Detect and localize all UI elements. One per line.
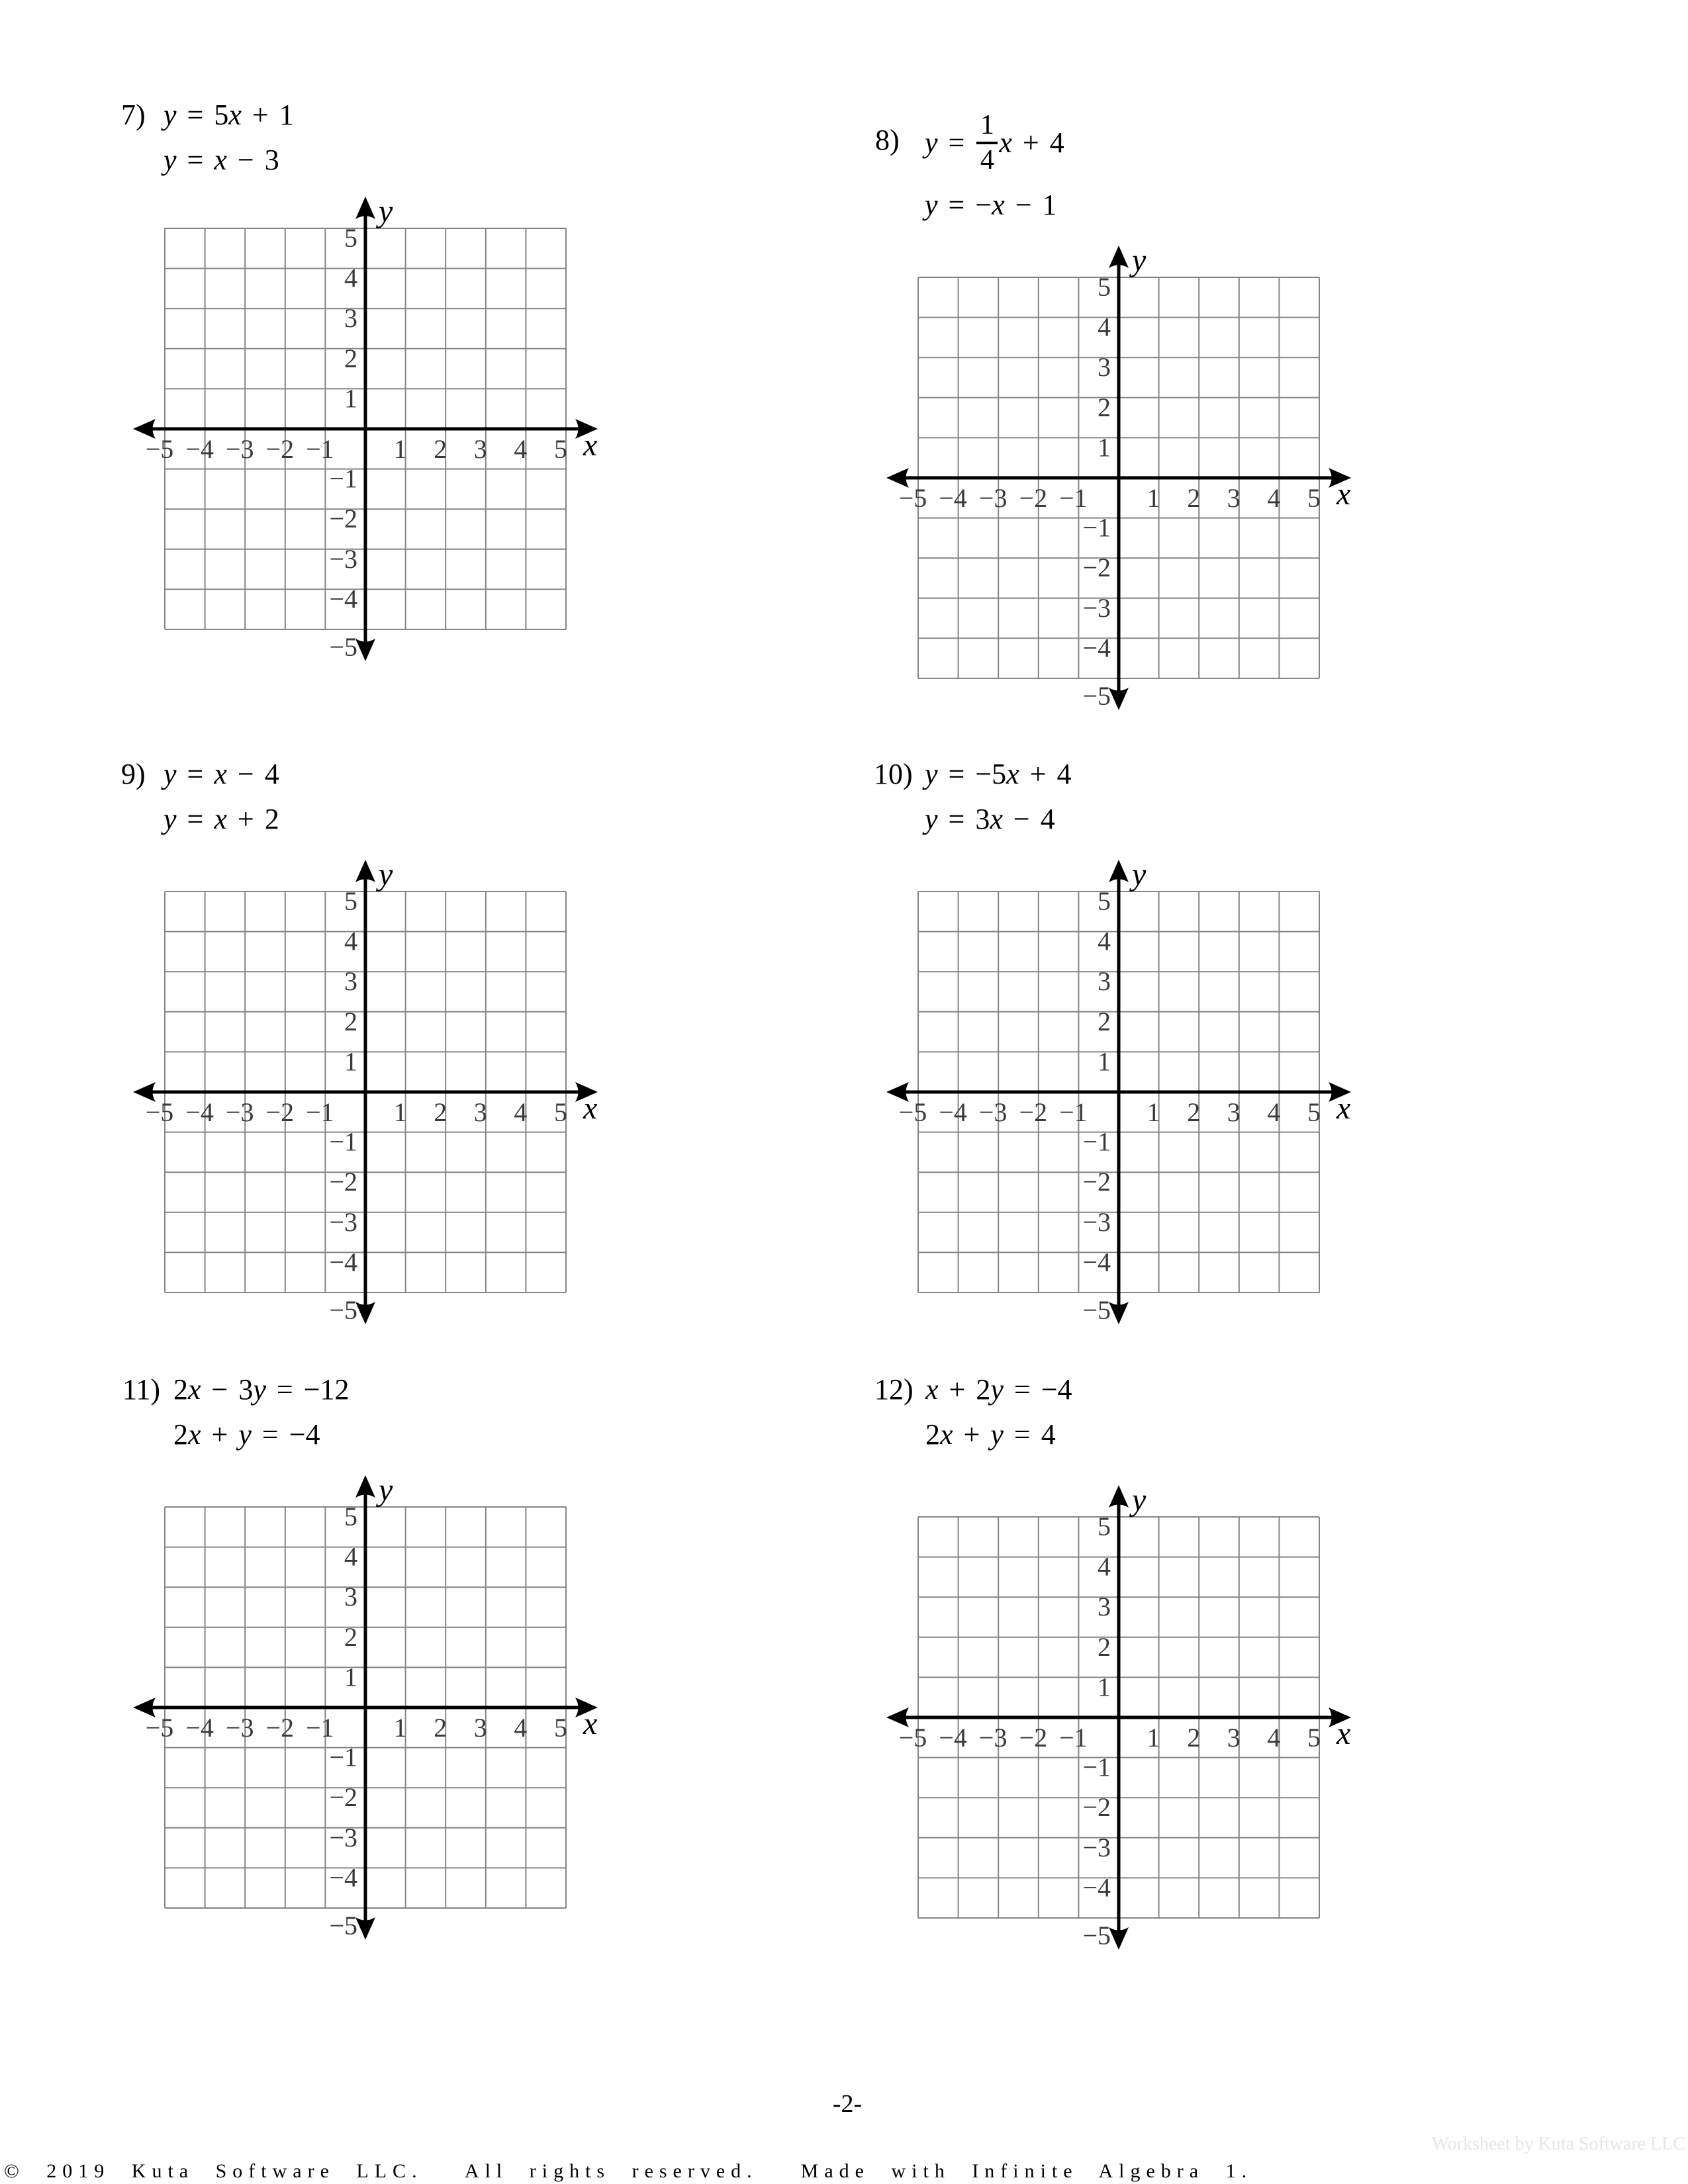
axis-arrowhead-icon xyxy=(1109,1485,1129,1508)
x-tick-label: 1 xyxy=(393,1713,407,1743)
y-tick-label: −1 xyxy=(1082,1752,1111,1782)
y-tick-label: 2 xyxy=(1098,392,1111,422)
y-tick-label: 5 xyxy=(1098,1512,1111,1541)
y-tick-label: 4 xyxy=(344,263,357,293)
y-tick-label: 1 xyxy=(344,1046,357,1077)
y-tick-label: −4 xyxy=(329,1862,357,1893)
equation-line: y = −5x + 4 xyxy=(925,758,1072,790)
y-tick-label: 3 xyxy=(1098,352,1111,383)
coordinate-grid xyxy=(101,827,630,1357)
equation-line: 2x + y = 4 xyxy=(925,1418,1056,1451)
axis-arrowhead-icon xyxy=(1109,860,1129,882)
y-axis-label: y xyxy=(379,1473,393,1508)
x-tick-label: −5 xyxy=(898,483,927,513)
x-tick-label: 2 xyxy=(434,1713,447,1743)
x-tick-label: −4 xyxy=(939,1723,967,1752)
x-tick-label: −3 xyxy=(978,483,1008,513)
equation-line: 2x + y = −4 xyxy=(173,1418,320,1451)
x-axis-label: x xyxy=(1336,1716,1351,1751)
axis-arrowhead-icon xyxy=(355,860,375,882)
x-tick-label: −1 xyxy=(306,434,334,464)
y-axis-label: y xyxy=(1132,857,1147,892)
x-tick-label: −5 xyxy=(898,1097,927,1127)
x-tick-label: 5 xyxy=(554,1713,567,1743)
y-tick-label: −4 xyxy=(1082,633,1111,663)
y-tick-label: −2 xyxy=(329,1782,357,1813)
y-tick-label: −5 xyxy=(1082,1921,1111,1950)
equation-line: y = x − 3 xyxy=(164,144,279,176)
x-tick-label: −1 xyxy=(1059,1097,1088,1127)
y-tick-label: 4 xyxy=(1098,312,1111,342)
y-tick-label: −4 xyxy=(329,584,357,614)
x-axis-label: x xyxy=(1336,1091,1351,1126)
y-tick-label: −2 xyxy=(1082,1167,1111,1197)
x-tick-label: 5 xyxy=(554,434,567,464)
y-tick-label: −3 xyxy=(1082,1206,1111,1237)
x-tick-label: −1 xyxy=(306,1097,334,1127)
y-tick-label: 5 xyxy=(344,1502,357,1531)
y-tick-label: −3 xyxy=(1082,592,1111,623)
y-tick-label: −3 xyxy=(329,543,357,574)
x-tick-label: 3 xyxy=(473,1713,487,1743)
axis-arrowhead-icon xyxy=(1109,246,1129,268)
axis-arrowhead-icon xyxy=(355,1917,375,1940)
watermark-text: Worksheet by Kuta Software LLC xyxy=(1431,2134,1685,2154)
x-axis-label: x xyxy=(1336,477,1351,512)
y-tick-label: 3 xyxy=(344,1582,357,1612)
fraction-denominator: 4 xyxy=(980,144,994,175)
x-tick-label: 1 xyxy=(393,1097,407,1127)
y-tick-label: 4 xyxy=(1098,1551,1111,1582)
y-tick-label: −3 xyxy=(329,1206,357,1237)
axis-arrowhead-icon xyxy=(355,1302,375,1324)
x-tick-label: −4 xyxy=(185,1713,214,1743)
problem-number: 12) xyxy=(874,1373,914,1406)
x-tick-label: 3 xyxy=(473,434,487,464)
x-tick-label: −3 xyxy=(978,1723,1008,1752)
x-tick-label: −4 xyxy=(939,1097,967,1127)
x-tick-label: 2 xyxy=(434,434,447,464)
y-tick-label: 2 xyxy=(1098,1631,1111,1662)
equation-line: y = $\frac{1}{4}$ x + 4 xyxy=(925,110,1064,175)
y-tick-label: −3 xyxy=(1082,1832,1111,1862)
x-tick-label: 3 xyxy=(473,1097,487,1127)
x-tick-label: −3 xyxy=(225,1097,254,1127)
y-tick-label: −4 xyxy=(329,1247,357,1277)
x-axis-label: x xyxy=(583,428,598,463)
y-tick-label: −3 xyxy=(329,1822,357,1852)
y-tick-label: 5 xyxy=(1098,272,1111,302)
copyright-footer: © 2019 Kuta Software LLC. All rights reserved. Made with Infinite Algebra 1. xyxy=(4,2160,1253,2182)
x-tick-label: −3 xyxy=(978,1097,1008,1127)
y-axis-label: y xyxy=(1132,1482,1147,1518)
x-tick-label: −4 xyxy=(185,434,214,464)
y-tick-label: −5 xyxy=(329,1911,357,1940)
equation-line: x + 2y = −4 xyxy=(925,1373,1072,1406)
x-tick-label: 2 xyxy=(1187,1723,1201,1752)
axis-arrowhead-icon xyxy=(1109,1927,1129,1950)
x-tick-label: −1 xyxy=(306,1713,334,1743)
x-tick-label: −5 xyxy=(145,434,174,464)
axis-arrowhead-icon xyxy=(355,197,375,219)
y-tick-label: 1 xyxy=(1098,1672,1111,1702)
x-tick-label: −2 xyxy=(265,434,295,464)
y-tick-label: −1 xyxy=(1082,1126,1111,1157)
y-tick-label: −2 xyxy=(1082,553,1111,583)
x-tick-label: −2 xyxy=(1019,483,1048,513)
y-axis-label: y xyxy=(379,194,393,229)
x-tick-label: −1 xyxy=(1059,1723,1088,1752)
fraction-bar xyxy=(976,142,998,144)
x-axis-label: x xyxy=(583,1706,598,1741)
y-tick-label: −4 xyxy=(1082,1247,1111,1277)
x-tick-label: −5 xyxy=(145,1713,174,1743)
y-tick-label: −2 xyxy=(329,1167,357,1197)
coordinate-grid xyxy=(101,164,630,694)
problem-number: 11) xyxy=(122,1373,161,1406)
x-tick-label: 2 xyxy=(1187,1097,1201,1127)
x-tick-label: −3 xyxy=(225,1713,254,1743)
fraction-numerator: 1 xyxy=(980,110,994,140)
y-tick-label: 2 xyxy=(344,343,357,373)
y-axis-label: y xyxy=(1132,243,1147,278)
x-tick-label: 4 xyxy=(514,1097,528,1127)
y-tick-label: 1 xyxy=(344,383,357,414)
equation-line: y = x − 4 xyxy=(164,758,279,790)
x-tick-label: 3 xyxy=(1227,483,1241,513)
y-tick-label: −4 xyxy=(1082,1872,1111,1903)
x-tick-label: −2 xyxy=(265,1713,295,1743)
x-tick-label: 4 xyxy=(1267,483,1281,513)
problem-number: 8) xyxy=(875,124,900,156)
coordinate-grid xyxy=(854,1453,1383,1982)
equation-line: y = 3x − 4 xyxy=(925,803,1055,835)
x-tick-label: 5 xyxy=(554,1097,567,1127)
x-tick-label: 5 xyxy=(1307,1097,1321,1127)
x-axis-label: x xyxy=(583,1091,598,1126)
x-tick-label: 2 xyxy=(1187,483,1201,513)
y-tick-label: 1 xyxy=(1098,432,1111,463)
page-number: -2- xyxy=(832,2090,863,2118)
x-tick-label: −3 xyxy=(225,434,254,464)
fraction xyxy=(976,111,998,175)
x-tick-label: −5 xyxy=(145,1097,174,1127)
y-tick-label: 4 xyxy=(344,1541,357,1572)
x-tick-label: 4 xyxy=(514,1713,528,1743)
y-tick-label: −2 xyxy=(1082,1792,1111,1823)
axis-arrowhead-icon xyxy=(355,1475,375,1498)
problem-number: 10) xyxy=(874,758,913,790)
x-tick-label: 2 xyxy=(434,1097,447,1127)
y-tick-label: −1 xyxy=(329,463,357,494)
equation-line: y = 5x + 1 xyxy=(164,99,294,131)
problem-number: 7) xyxy=(121,99,146,131)
x-tick-label: −1 xyxy=(1059,483,1088,513)
y-axis-label: y xyxy=(379,857,393,892)
x-tick-label: 5 xyxy=(1307,1723,1321,1752)
y-tick-label: 1 xyxy=(1098,1046,1111,1077)
y-tick-label: 2 xyxy=(344,1621,357,1652)
coordinate-grid xyxy=(854,827,1383,1357)
x-tick-label: 3 xyxy=(1227,1097,1241,1127)
x-tick-label: 1 xyxy=(1147,1097,1160,1127)
y-tick-label: 4 xyxy=(1098,926,1111,956)
x-tick-label: −5 xyxy=(898,1723,927,1752)
x-tick-label: −2 xyxy=(1019,1723,1048,1752)
equation-line: 2x − 3y = −12 xyxy=(173,1373,350,1406)
y-tick-label: −5 xyxy=(329,632,357,662)
x-tick-label: 3 xyxy=(1227,1723,1241,1752)
y-tick-label: 2 xyxy=(1098,1006,1111,1036)
y-tick-label: −1 xyxy=(329,1126,357,1157)
y-tick-label: 3 xyxy=(1098,966,1111,997)
axis-arrowhead-icon xyxy=(1109,688,1129,710)
y-tick-label: −5 xyxy=(1082,1295,1111,1325)
y-tick-label: −1 xyxy=(329,1742,357,1772)
y-tick-label: 5 xyxy=(344,886,357,916)
x-tick-label: −2 xyxy=(265,1097,295,1127)
x-tick-label: −4 xyxy=(185,1097,214,1127)
x-tick-label: 4 xyxy=(1267,1723,1281,1752)
x-tick-label: −2 xyxy=(1019,1097,1048,1127)
x-tick-label: 1 xyxy=(1147,483,1160,513)
y-tick-label: −5 xyxy=(1082,681,1111,711)
x-tick-label: 1 xyxy=(1147,1723,1160,1752)
y-tick-label: −5 xyxy=(329,1295,357,1325)
y-tick-label: 3 xyxy=(1098,1592,1111,1622)
y-tick-label: 5 xyxy=(1098,886,1111,916)
y-tick-label: 5 xyxy=(344,223,357,253)
x-tick-label: 1 xyxy=(393,434,407,464)
equation-line: y = x + 2 xyxy=(164,803,279,835)
y-tick-label: 3 xyxy=(344,303,357,334)
coordinate-grid xyxy=(101,1443,630,1972)
axis-arrowhead-icon xyxy=(355,639,375,661)
y-tick-label: −2 xyxy=(329,504,357,534)
y-tick-label: 2 xyxy=(344,1006,357,1036)
problem-number: 9) xyxy=(121,758,146,790)
y-tick-label: −1 xyxy=(1082,512,1111,543)
y-tick-label: 4 xyxy=(344,926,357,956)
y-tick-label: 3 xyxy=(344,966,357,997)
axis-arrowhead-icon xyxy=(1109,1302,1129,1324)
x-tick-label: 5 xyxy=(1307,483,1321,513)
y-tick-label: 1 xyxy=(344,1662,357,1692)
x-tick-label: 4 xyxy=(514,434,528,464)
coordinate-grid xyxy=(854,213,1383,743)
x-tick-label: 4 xyxy=(1267,1097,1281,1127)
equation-line: y = −x − 1 xyxy=(925,189,1057,221)
x-tick-label: −4 xyxy=(939,483,967,513)
